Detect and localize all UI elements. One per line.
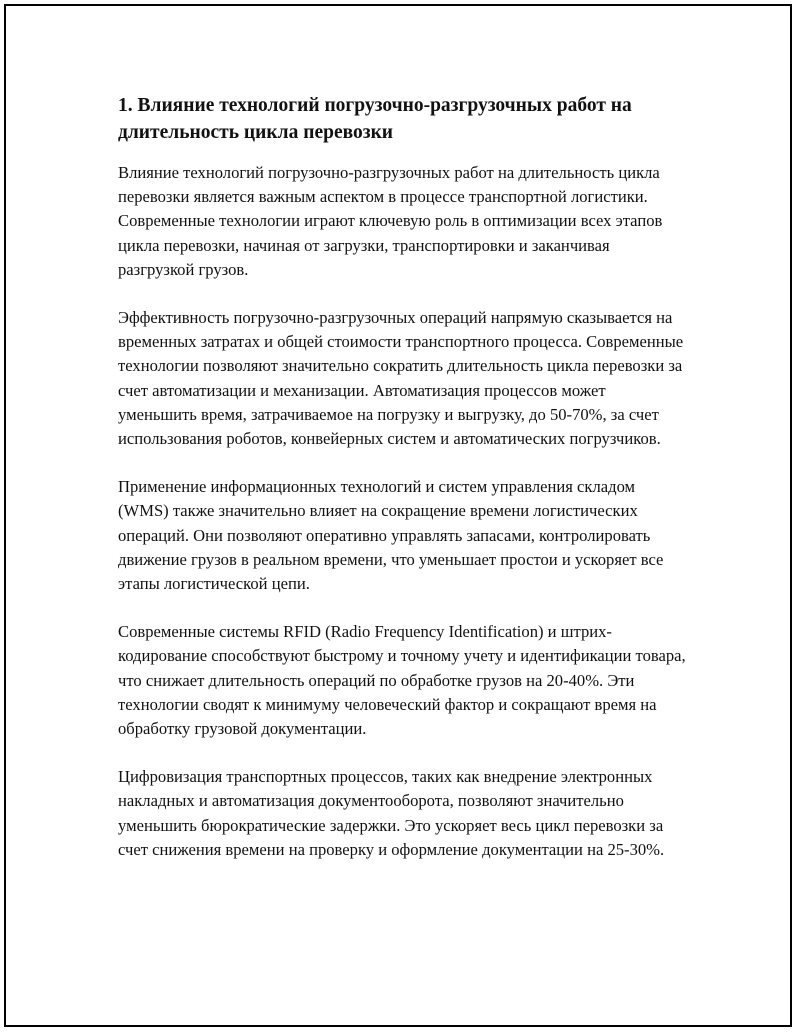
section-heading: 1. Влияние технологий погрузочно-разгрузочных работ на длительность цикла перевозки (118, 95, 632, 143)
paragraph: Эффективность погрузочно-разгрузочных операций напрямую сказывается на временных затратах и общей стоимости транспортного процесса. Современные технологии позволяют значительно сократить длительность цикла перевозки за счет автоматизации и механизации. Автоматизация процессов может уменьшить время, затрачиваемое на погрузку и выгрузку, до 50-70%, за счет использования роботов, конвейерных систем и автоматических погрузчиков. (118, 308, 684, 449)
document-body (118, 92, 688, 886)
paragraph: Влияние технологий погрузочно-разгрузочных работ на длительность цикла перевозки является важным аспектом в процессе транспортной логистики. Современные технологии играют ключевую роль в оптимизации всех этапов цикла перевозки, начиная от загрузки, транспортировки и заканчивая разгрузкой грузов. (118, 163, 663, 279)
paragraph: Применение информационных технологий и систем управления складом (WMS) также значительно влияет на сокращение времени логистических операций. Они позволяют оперативно управлять запасами, контролировать движение грузов в реальном времени, что уменьшает простои и ускоряет все этапы логистической цепи. (118, 477, 664, 594)
paragraph: Цифровизация транспортных процессов, таких как внедрение электронных накладных и автоматизация документооборота, позволяют значительно уменьшить бюрократические задержки. Это ускоряет весь цикл перевозки за счет снижения времени на проверку и оформление документации на 25-30%. (118, 767, 665, 859)
paragraph: Современные системы RFID (Radio Frequency Identification) и штрих-кодирование способствуют быстрому и точному учету и идентификации товара, что снижает длительность операций по обработке грузов на 20-40%. Эти технологии сводят к минимуму человеческий фактор и сокращают время на обработку грузовой документации. (118, 622, 686, 739)
